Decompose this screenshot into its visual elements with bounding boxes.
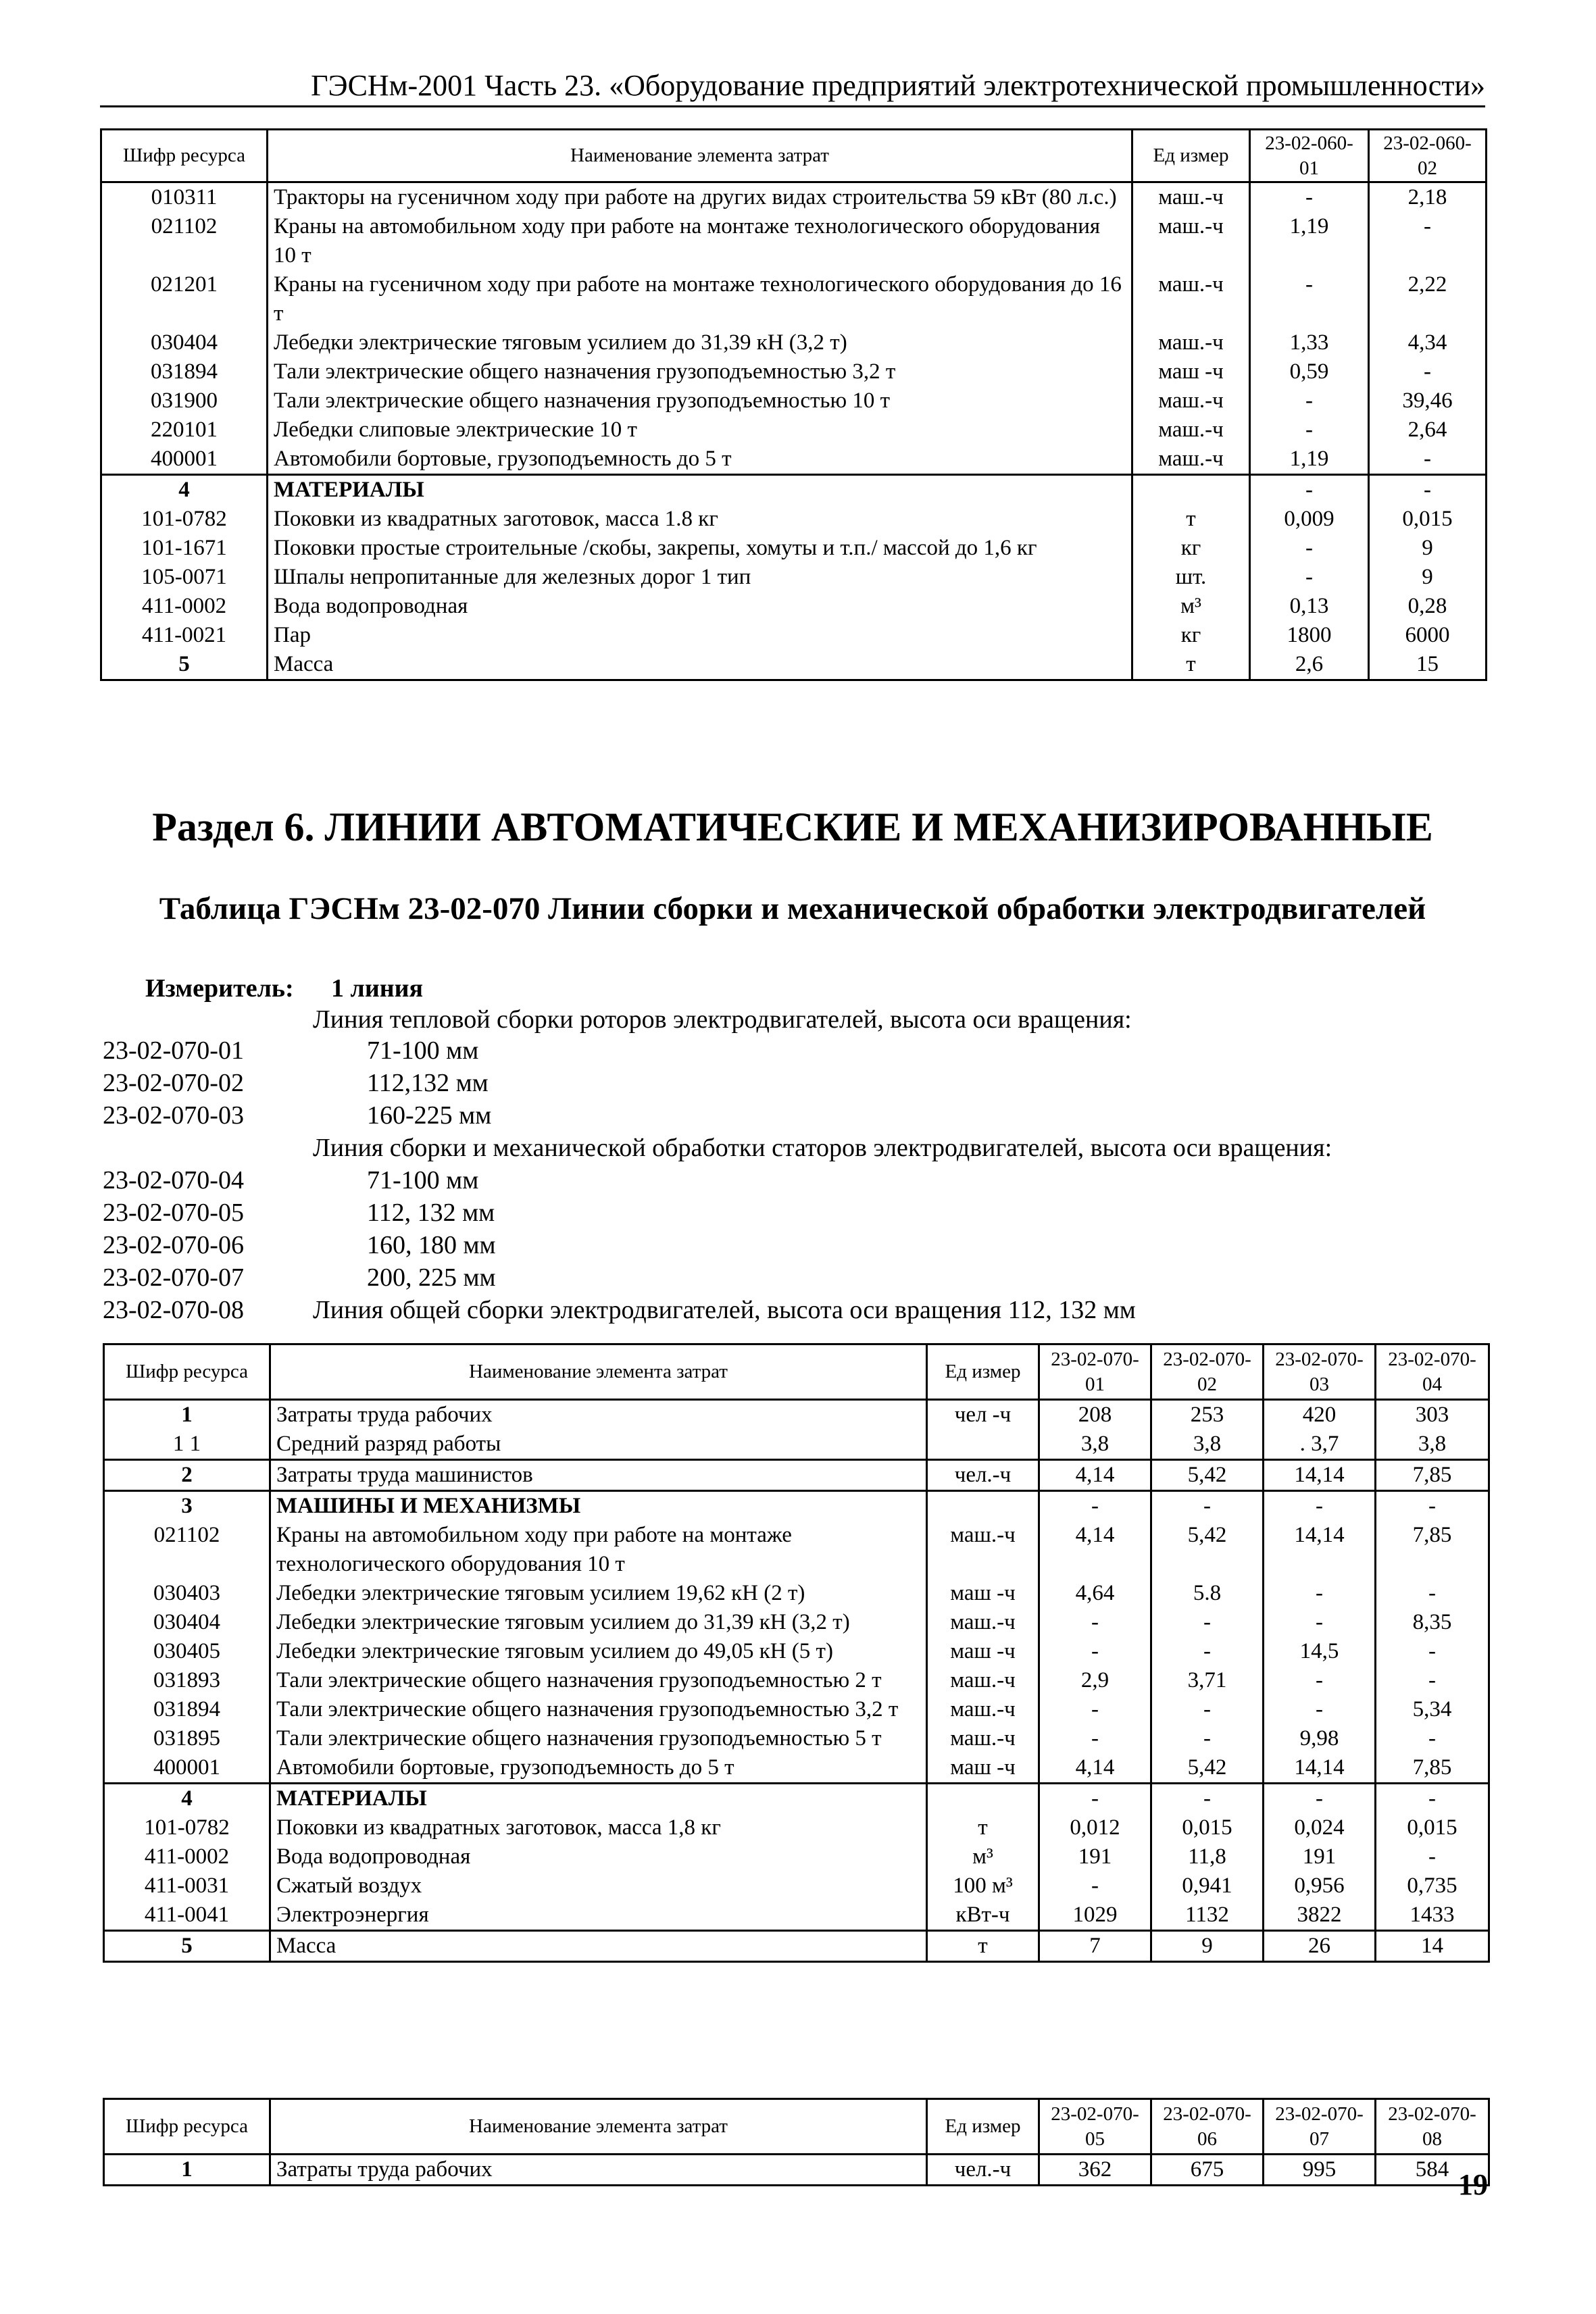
cell-unit: маш.-ч (1132, 445, 1250, 475)
cell-v3: - (1264, 1666, 1376, 1695)
cell-name: Шпалы непропитанные для железных дорог 1 тип (268, 563, 1132, 592)
cell-unit: маш.-ч (927, 1695, 1039, 1724)
cell-v2: 6000 (1369, 621, 1487, 650)
cell-code: 3 (104, 1491, 270, 1521)
cell-v4: - (1376, 1666, 1489, 1695)
table-row (101, 182, 1487, 213)
cell-v2: 0,28 (1369, 592, 1487, 621)
cell-unit: т (927, 1813, 1039, 1842)
cell-code: 411-0021 (101, 621, 268, 650)
cell-v2: 4,34 (1369, 328, 1487, 357)
cell-v2: 3,71 (1151, 1666, 1264, 1695)
cell-code: 021102 (101, 212, 268, 270)
cell-v1: 1,33 (1250, 328, 1369, 357)
cell-v1: - (1250, 475, 1369, 505)
cell-v2: 5,42 (1151, 1753, 1264, 1784)
cell-name: Поковки из квадратных заготовок, масса 1.8 кг (268, 505, 1132, 534)
table-row (104, 1400, 1489, 1430)
table-row (101, 592, 1487, 621)
cell-name: Затраты труда рабочих (270, 1400, 927, 1430)
cell-v4: 7,85 (1376, 1521, 1489, 1579)
group-item-text: 71-100 мм (367, 1166, 479, 1194)
table-row (101, 621, 1487, 650)
cell-name: Масса (270, 1931, 927, 1962)
cell-v1: - (1250, 416, 1369, 445)
table-title: Таблица ГЭСНм 23-02-070 Линии сборки и механической обработки электродвигателей (159, 891, 1426, 926)
cell-v3: 420 (1264, 1400, 1376, 1430)
table-row (101, 563, 1487, 592)
cell-v1: - (1250, 182, 1369, 213)
group-item-text: 112,132 мм (367, 1069, 489, 1097)
cell-name: Электроэнергия (270, 1901, 927, 1931)
cell-unit: чел -ч (927, 1400, 1039, 1430)
cell-v4: 584 (1376, 2155, 1489, 2186)
last-line-text: Линия общей сборки электродвигателей, высота оси вращения 112, 132 мм (313, 1296, 1136, 1324)
cell-unit: т (927, 1931, 1039, 1962)
cell-code: 4 (101, 475, 268, 505)
cell-v3: 14,14 (1264, 1521, 1376, 1579)
cell-v1: 362 (1039, 2155, 1151, 2186)
cell-v3: 0,024 (1264, 1813, 1376, 1842)
table-row (104, 2155, 1489, 2186)
cell-code: 030405 (104, 1637, 270, 1666)
cell-unit: чел.-ч (927, 1460, 1039, 1491)
cell-v3: - (1264, 1784, 1376, 1814)
table-row (101, 475, 1487, 505)
cell-v1: 4,14 (1039, 1521, 1151, 1579)
cell-name: Сжатый воздух (270, 1871, 927, 1901)
cell-v4: - (1376, 1784, 1489, 1814)
cell-name: Лебедки электрические тяговым усилием 19,62 кН (2 т) (270, 1579, 927, 1608)
cell-v1: - (1250, 386, 1369, 416)
cell-v4: 303 (1376, 1400, 1489, 1430)
cell-v4: 8,35 (1376, 1608, 1489, 1637)
cell-name: Автомобили бортовые, грузоподъемность до 5 т (270, 1753, 927, 1784)
cell-v3: - (1264, 1579, 1376, 1608)
group-item-code: 23-02-070-02 (103, 1069, 244, 1097)
cell-v1: 1800 (1250, 621, 1369, 650)
cell-unit: кг (1132, 621, 1250, 650)
col-header-code: Шифр ресурса (104, 1344, 270, 1400)
cell-v4: 7,85 (1376, 1460, 1489, 1491)
cell-code: 2 (104, 1460, 270, 1491)
cell-code: 030404 (101, 328, 268, 357)
cell-v2: 9 (1151, 1931, 1264, 1962)
resource-table-060 (100, 128, 1487, 681)
cell-name: Тали электрические общего назначения грузоподъемностью 5 т (270, 1724, 927, 1753)
cell-v3: 3822 (1264, 1901, 1376, 1931)
col-header-unit: Ед измер (927, 2099, 1039, 2155)
cell-name: МАШИНЫ И МЕХАНИЗМЫ (270, 1491, 927, 1521)
cell-v1: - (1039, 1491, 1151, 1521)
cell-name: Краны на автомобильном ходу при работе на монтаже технологического оборудования 10 т (268, 212, 1132, 270)
cell-v4: - (1376, 1579, 1489, 1608)
cell-v1: 0,59 (1250, 357, 1369, 386)
cell-unit: маш.-ч (1132, 386, 1250, 416)
cell-unit: т (1132, 650, 1250, 680)
cell-v3: - (1264, 1695, 1376, 1724)
table-row (104, 1813, 1489, 1842)
cell-v2: 9 (1369, 534, 1487, 563)
cell-unit: маш.-ч (1132, 328, 1250, 357)
cell-v1: - (1250, 563, 1369, 592)
cell-name: Средний разряд работы (270, 1430, 927, 1460)
col-header-v2: 23-02-070-06 (1151, 2099, 1264, 2155)
cell-v4: 14 (1376, 1931, 1489, 1962)
cell-v2: - (1369, 212, 1487, 270)
col-header-v1: 23-02-060-01 (1250, 130, 1369, 182)
cell-name: Вода водопроводная (270, 1842, 927, 1871)
group-item-code: 23-02-070-01 (103, 1036, 244, 1065)
cell-unit: т (1132, 505, 1250, 534)
cell-v2: - (1369, 357, 1487, 386)
cell-unit: кг (1132, 534, 1250, 563)
table-row (104, 1871, 1489, 1901)
cell-v1: 1,19 (1250, 445, 1369, 475)
page-number: 19 (1458, 2168, 1488, 2201)
table-row (104, 1842, 1489, 1871)
cell-v4: - (1376, 1491, 1489, 1521)
cell-v2: 0,015 (1151, 1813, 1264, 1842)
cell-unit: маш.-ч (1132, 416, 1250, 445)
table-row (101, 416, 1487, 445)
cell-v2: 2,64 (1369, 416, 1487, 445)
cell-v1: 191 (1039, 1842, 1151, 1871)
group-item-code: 23-02-070-07 (103, 1263, 244, 1292)
cell-v4: - (1376, 1842, 1489, 1871)
cell-unit: маш.-ч (1132, 182, 1250, 213)
col-header-name: Наименование элемента затрат (268, 130, 1132, 182)
col-header-v4: 23-02-070-08 (1376, 2099, 1489, 2155)
table-row (104, 1901, 1489, 1931)
cell-v1: - (1039, 1871, 1151, 1901)
cell-v2: - (1151, 1608, 1264, 1637)
group-item-code: 23-02-070-04 (103, 1166, 244, 1194)
cell-name: Тали электрические общего назначения грузоподъемностью 3,2 т (268, 357, 1132, 386)
group-heading: Линия тепловой сборки роторов электродвигателей, высота оси вращения: (313, 1005, 1132, 1034)
cell-v1: 208 (1039, 1400, 1151, 1430)
cell-name: Затраты труда рабочих (270, 2155, 927, 2186)
cell-v1: 1029 (1039, 1901, 1151, 1931)
col-header-name: Наименование элемента затрат (270, 1344, 927, 1400)
group-item-code: 23-02-070-03 (103, 1101, 244, 1130)
cell-code: 411-0031 (104, 1871, 270, 1901)
cell-v1: 4,64 (1039, 1579, 1151, 1608)
cell-v1: - (1039, 1695, 1151, 1724)
cell-v2: 675 (1151, 2155, 1264, 2186)
col-header-v3: 23-02-070-07 (1264, 2099, 1376, 2155)
table-row (104, 1579, 1489, 1608)
cell-name: Затраты труда машинистов (270, 1460, 927, 1491)
table-row (104, 1491, 1489, 1521)
cell-code: 101-0782 (101, 505, 268, 534)
cell-v3: 995 (1264, 2155, 1376, 2186)
table-row (104, 1637, 1489, 1666)
cell-code: 101-0782 (104, 1813, 270, 1842)
group-item-text: 71-100 мм (367, 1036, 479, 1065)
cell-code: 030403 (104, 1579, 270, 1608)
cell-unit: маш.-ч (927, 1521, 1039, 1579)
table-row (104, 1784, 1489, 1814)
col-header-v2: 23-02-060-02 (1369, 130, 1487, 182)
cell-v2: 15 (1369, 650, 1487, 680)
cell-v2: 0,941 (1151, 1871, 1264, 1901)
cell-code: 021102 (104, 1521, 270, 1579)
cell-v4: - (1376, 1637, 1489, 1666)
cell-v1: 2,9 (1039, 1666, 1151, 1695)
cell-v4: - (1376, 1724, 1489, 1753)
cell-unit: маш -ч (927, 1579, 1039, 1608)
cell-unit: маш -ч (927, 1637, 1039, 1666)
cell-code: 105-0071 (101, 563, 268, 592)
group-item-text: 160-225 мм (367, 1101, 492, 1130)
cell-code: 1 (104, 1400, 270, 1430)
cell-name: Пар (268, 621, 1132, 650)
col-header-v2: 23-02-070-02 (1151, 1344, 1264, 1400)
cell-unit: кВт-ч (927, 1901, 1039, 1931)
header-rule (100, 105, 1485, 107)
cell-unit (1132, 475, 1250, 505)
table-row (101, 212, 1487, 270)
cell-code: 031894 (104, 1695, 270, 1724)
table-row (104, 1753, 1489, 1784)
group-heading: Линия сборки и механической обработки статоров электродвигателей, высота оси вращения: (313, 1134, 1332, 1162)
cell-code: 021201 (101, 270, 268, 328)
cell-v1: 1,19 (1250, 212, 1369, 270)
cell-v2: 5.8 (1151, 1579, 1264, 1608)
cell-unit: маш -ч (927, 1753, 1039, 1784)
last-line-code: 23-02-070-08 (103, 1296, 244, 1324)
col-header-v3: 23-02-070-03 (1264, 1344, 1376, 1400)
cell-v1: 4,14 (1039, 1753, 1151, 1784)
cell-unit (927, 1491, 1039, 1521)
cell-v1: - (1039, 1608, 1151, 1637)
cell-unit: м³ (927, 1842, 1039, 1871)
cell-code: 031900 (101, 386, 268, 416)
cell-name: Лебедки электрические тяговым усилием до 31,39 кН (3,2 т) (270, 1608, 927, 1637)
cell-code: 031895 (104, 1724, 270, 1753)
cell-name: Тали электрические общего назначения грузоподъемностью 2 т (270, 1666, 927, 1695)
table-row (104, 1666, 1489, 1695)
cell-code: 031893 (104, 1666, 270, 1695)
cell-code: 101-1671 (101, 534, 268, 563)
table-row (101, 534, 1487, 563)
cell-v1: 0,13 (1250, 592, 1369, 621)
table-row (104, 1460, 1489, 1491)
table-row (104, 1521, 1489, 1579)
cell-v1: 0,009 (1250, 505, 1369, 534)
cell-v2: - (1151, 1695, 1264, 1724)
col-header-unit: Ед измер (927, 1344, 1039, 1400)
col-header-v1: 23-02-070-05 (1039, 2099, 1151, 2155)
cell-name: Краны на гусеничном ходу при работе на монтаже технологического оборудования до 16 т (268, 270, 1132, 328)
group-item-code: 23-02-070-06 (103, 1231, 244, 1259)
cell-v2: - (1151, 1784, 1264, 1814)
cell-v2: - (1369, 445, 1487, 475)
table-row (101, 328, 1487, 357)
cell-code: 1 (104, 2155, 270, 2186)
table-row (104, 1608, 1489, 1637)
table-row (101, 270, 1487, 328)
cell-v3: 26 (1264, 1931, 1376, 1962)
cell-name: Лебедки электрические тяговым усилием до 49,05 кН (5 т) (270, 1637, 927, 1666)
cell-v2: 3,8 (1151, 1430, 1264, 1460)
col-header-v4: 23-02-070-04 (1376, 1344, 1489, 1400)
cell-v2: - (1151, 1491, 1264, 1521)
cell-v1: - (1039, 1724, 1151, 1753)
cell-name: Тали электрические общего назначения грузоподъемностью 10 т (268, 386, 1132, 416)
cell-v3: 14,14 (1264, 1460, 1376, 1491)
cell-v3: 191 (1264, 1842, 1376, 1871)
cell-code: 400001 (104, 1753, 270, 1784)
cell-name: Лебедки электрические тяговым усилием до 31,39 кН (3,2 т) (268, 328, 1132, 357)
group-item-text: 160, 180 мм (367, 1231, 496, 1259)
cell-v2: 2,22 (1369, 270, 1487, 328)
cell-name: Поковки простые строительные /скобы, закрепы, хомуты и т.п./ массой до 1,6 кг (268, 534, 1132, 563)
cell-name: Вода водопроводная (268, 592, 1132, 621)
group-item-text: 112, 132 мм (367, 1199, 495, 1227)
cell-v3: 14,5 (1264, 1637, 1376, 1666)
group-item-text: 200, 225 мм (367, 1263, 496, 1292)
cell-unit: маш.-ч (1132, 270, 1250, 328)
cell-name: Лебедки слиповые электрические 10 т (268, 416, 1132, 445)
cell-v2: 1132 (1151, 1901, 1264, 1931)
cell-code: 010311 (101, 182, 268, 213)
cell-unit: маш.-ч (927, 1666, 1039, 1695)
table-row (104, 1430, 1489, 1460)
cell-v1: - (1250, 270, 1369, 328)
cell-v3: 14,14 (1264, 1753, 1376, 1784)
cell-v1: 3,8 (1039, 1430, 1151, 1460)
cell-v2: 39,46 (1369, 386, 1487, 416)
cell-unit (927, 1784, 1039, 1814)
cell-code: 411-0002 (104, 1842, 270, 1871)
col-header-v1: 23-02-070-01 (1039, 1344, 1151, 1400)
cell-name: Масса (268, 650, 1132, 680)
cell-v4: 0,735 (1376, 1871, 1489, 1901)
cell-unit: маш.-ч (927, 1724, 1039, 1753)
cell-v2: - (1151, 1724, 1264, 1753)
cell-code: 030404 (104, 1608, 270, 1637)
measure-label: Измеритель: (145, 974, 294, 1003)
cell-code: 411-0041 (104, 1901, 270, 1931)
cell-v4: 3,8 (1376, 1430, 1489, 1460)
table-row (101, 386, 1487, 416)
cell-v1: 0,012 (1039, 1813, 1151, 1842)
cell-name: Тали электрические общего назначения грузоподъемностью 3,2 т (270, 1695, 927, 1724)
measure-value: 1 линия (331, 974, 424, 1003)
cell-v4: 5,34 (1376, 1695, 1489, 1724)
resource-table-070-b (103, 2098, 1490, 2186)
cell-v1: - (1039, 1784, 1151, 1814)
cell-unit (927, 1430, 1039, 1460)
cell-code: 031894 (101, 357, 268, 386)
table-row (101, 445, 1487, 475)
cell-v1: - (1250, 534, 1369, 563)
cell-unit: маш.-ч (927, 1608, 1039, 1637)
table-row (104, 1931, 1489, 1962)
running-header: ГЭСНм-2001 Часть 23. «Оборудование предприятий электротехнической промышленности» (311, 69, 1485, 102)
cell-name: Автомобили бортовые, грузоподъемность до 5 т (268, 445, 1132, 475)
cell-v4: 0,015 (1376, 1813, 1489, 1842)
table-row (101, 505, 1487, 534)
cell-unit: шт. (1132, 563, 1250, 592)
cell-v1: 7 (1039, 1931, 1151, 1962)
cell-v2: 253 (1151, 1400, 1264, 1430)
cell-unit: 100 м³ (927, 1871, 1039, 1901)
col-header-code: Шифр ресурса (104, 2099, 270, 2155)
table-row (101, 650, 1487, 680)
cell-code: 220101 (101, 416, 268, 445)
cell-name: Тракторы на гусеничном ходу при работе на других видах строительства 59 кВт (80 л.с.) (268, 182, 1132, 213)
cell-v2: 5,42 (1151, 1521, 1264, 1579)
cell-code: 4 (104, 1784, 270, 1814)
cell-v2: 11,8 (1151, 1842, 1264, 1871)
table-row (104, 1724, 1489, 1753)
cell-unit: м³ (1132, 592, 1250, 621)
col-header-unit: Ед измер (1132, 130, 1250, 182)
cell-v2: - (1369, 475, 1487, 505)
cell-v2: 0,015 (1369, 505, 1487, 534)
cell-name: МАТЕРИАЛЫ (270, 1784, 927, 1814)
table-row (104, 1695, 1489, 1724)
cell-name: Поковки из квадратных заготовок, масса 1,8 кг (270, 1813, 927, 1842)
group-item-code: 23-02-070-05 (103, 1199, 244, 1227)
resource-table-070-a (103, 1343, 1490, 1963)
cell-code: 5 (101, 650, 268, 680)
cell-unit: маш.-ч (1132, 212, 1250, 270)
cell-code: 411-0002 (101, 592, 268, 621)
cell-v2: 9 (1369, 563, 1487, 592)
cell-code: 5 (104, 1931, 270, 1962)
cell-v2: 2,18 (1369, 182, 1487, 213)
cell-v3: - (1264, 1608, 1376, 1637)
cell-v1: - (1039, 1637, 1151, 1666)
cell-v1: 2,6 (1250, 650, 1369, 680)
cell-name: Краны на автомобильном ходу при работе на монтаже технологического оборудования 10 т (270, 1521, 927, 1579)
cell-code: 400001 (101, 445, 268, 475)
col-header-name: Наименование элемента затрат (270, 2099, 927, 2155)
section-title: Раздел 6. ЛИНИИ АВТОМАТИЧЕСКИЕ И МЕХАНИЗИРОВАННЫЕ (152, 805, 1433, 849)
cell-name: МАТЕРИАЛЫ (268, 475, 1132, 505)
cell-v2: 5,42 (1151, 1460, 1264, 1491)
cell-v4: 7,85 (1376, 1753, 1489, 1784)
cell-v3: 9,98 (1264, 1724, 1376, 1753)
cell-v3: . 3,7 (1264, 1430, 1376, 1460)
cell-v2: - (1151, 1637, 1264, 1666)
cell-v3: - (1264, 1491, 1376, 1521)
cell-v3: 0,956 (1264, 1871, 1376, 1901)
cell-unit: чел.-ч (927, 2155, 1039, 2186)
table-row (101, 357, 1487, 386)
cell-v4: 1433 (1376, 1901, 1489, 1931)
cell-code: 1 1 (104, 1430, 270, 1460)
col-header-code: Шифр ресурса (101, 130, 268, 182)
cell-v1: 4,14 (1039, 1460, 1151, 1491)
cell-unit: маш -ч (1132, 357, 1250, 386)
